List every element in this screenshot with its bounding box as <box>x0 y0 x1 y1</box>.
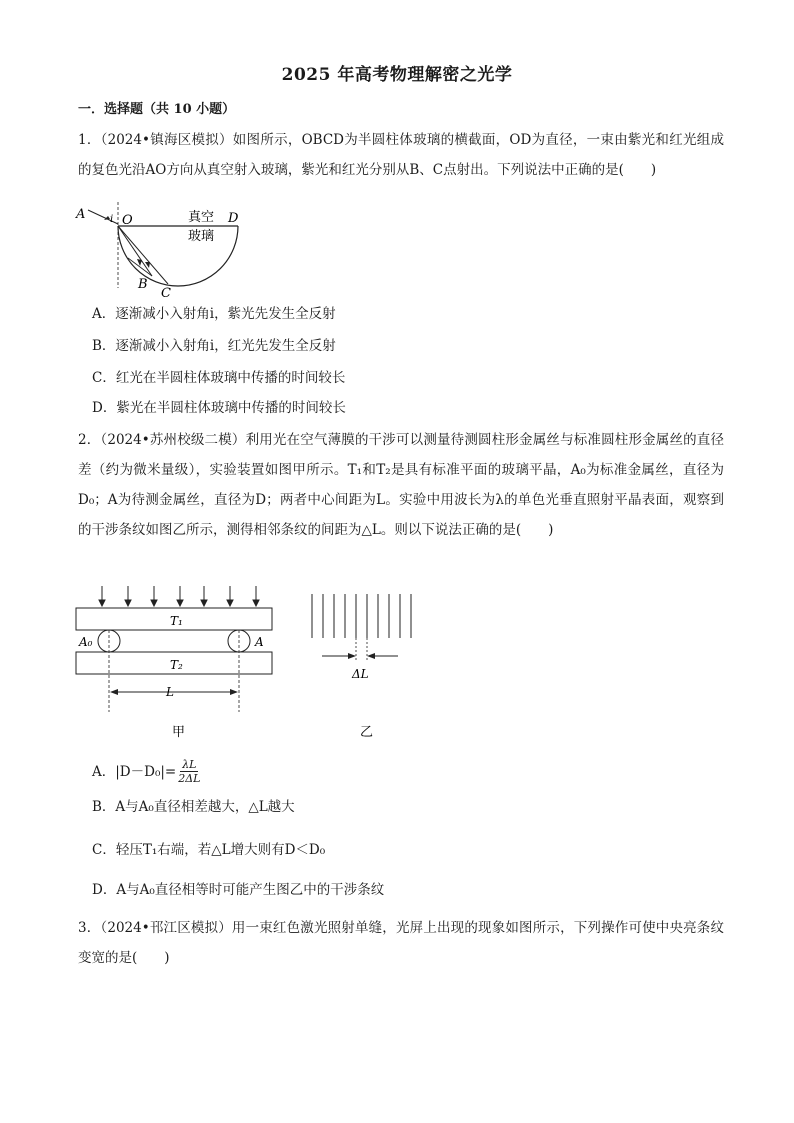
label-A: A <box>76 207 86 222</box>
incident-ray <box>88 210 118 224</box>
label-O: O <box>122 213 133 228</box>
q1-option-a: A．逐渐减小入射角i，紫光先发生全反射 <box>92 306 336 322</box>
fraction <box>178 758 200 785</box>
label-glass: 玻璃 <box>188 229 215 244</box>
fraction-denominator: 2ΔL <box>178 772 201 785</box>
caption-jia: 甲 <box>172 725 186 740</box>
section-heading: 一．选择题（共 10 小题） <box>78 102 236 117</box>
semicircle-arc <box>118 226 238 286</box>
label-dL: ΔL <box>352 667 369 681</box>
q2-option-a <box>92 758 200 785</box>
q1-option-b: B．逐渐减小入射角i，红光先发生全反射 <box>92 338 336 354</box>
caption-yi: 乙 <box>360 725 374 740</box>
label-D: D <box>228 211 239 226</box>
label-T1: T₁ <box>170 614 183 628</box>
label-C: C <box>161 286 171 300</box>
label-A0: A₀ <box>79 635 93 649</box>
q1-semicircle-figure <box>70 200 250 300</box>
q2-option-c: C．轻压T₁右端，若△L增大则有D＜D₀ <box>92 842 326 858</box>
fraction-numerator: λL <box>182 758 197 771</box>
label-L: L <box>166 685 174 699</box>
page-title: 2025 年高考物理解密之光学 <box>281 65 513 85</box>
interference-fringes <box>312 594 411 638</box>
label-T2: T₂ <box>170 658 183 672</box>
incident-light-arrows <box>99 586 259 606</box>
q2-option-b: B．A与A₀直径相差越大，△L越大 <box>92 799 295 815</box>
label-A: A <box>255 635 264 649</box>
q2-figure-yi <box>300 590 430 744</box>
q2-figure-jia <box>72 584 287 744</box>
label-B: B <box>138 277 148 292</box>
question-2-text: 2．（2024•苏州校级二模）利用光在空气薄膜的干涉可以测量待测圆柱形金属丝与标准圆柱形金属丝的直径差（约为微米量级），实验装置如图甲所示。T₁和T₂是具有标准平面的玻璃平晶，A₀为标准金属丝，直径为D₀；A为待测金属丝，直径为D；两者中心间距为L。实验中用波长为λ的单色光垂直照射平晶表面，观察到的干涉条纹如图乙所示，测得相邻条纹的间距为△L。则以下说法正确的是( ) <box>78 432 724 538</box>
question-1-text: 1．（2024•镇海区模拟）如图所示，OBCD为半圆柱体玻璃的横截面，OD为直径，一束由紫光和红光组成的复色光沿AO方向从真空射入玻璃，紫光和红光分别从B、C点射出。下列说法中正确的是( ) <box>78 132 724 178</box>
q1-option-d: D．紫光在半圆柱体玻璃中传播的时间较长 <box>92 400 346 416</box>
label-i: i <box>110 214 114 225</box>
label-vacuum: 真空 <box>188 210 215 225</box>
q2-option-a-prefix: A．|D－D₀|= <box>92 763 177 780</box>
q1-option-c: C．红光在半圆柱体玻璃中传播的时间较长 <box>92 370 346 386</box>
q2-option-d: D．A与A₀直径相等时可能产生图乙中的干涉条纹 <box>92 882 385 898</box>
question-3-text: 3．（2024•邗江区模拟）用一束红色激光照射单缝，光屏上出现的现象如图所示，下列操作可使中央亮条纹变宽的是( ) <box>78 920 724 966</box>
